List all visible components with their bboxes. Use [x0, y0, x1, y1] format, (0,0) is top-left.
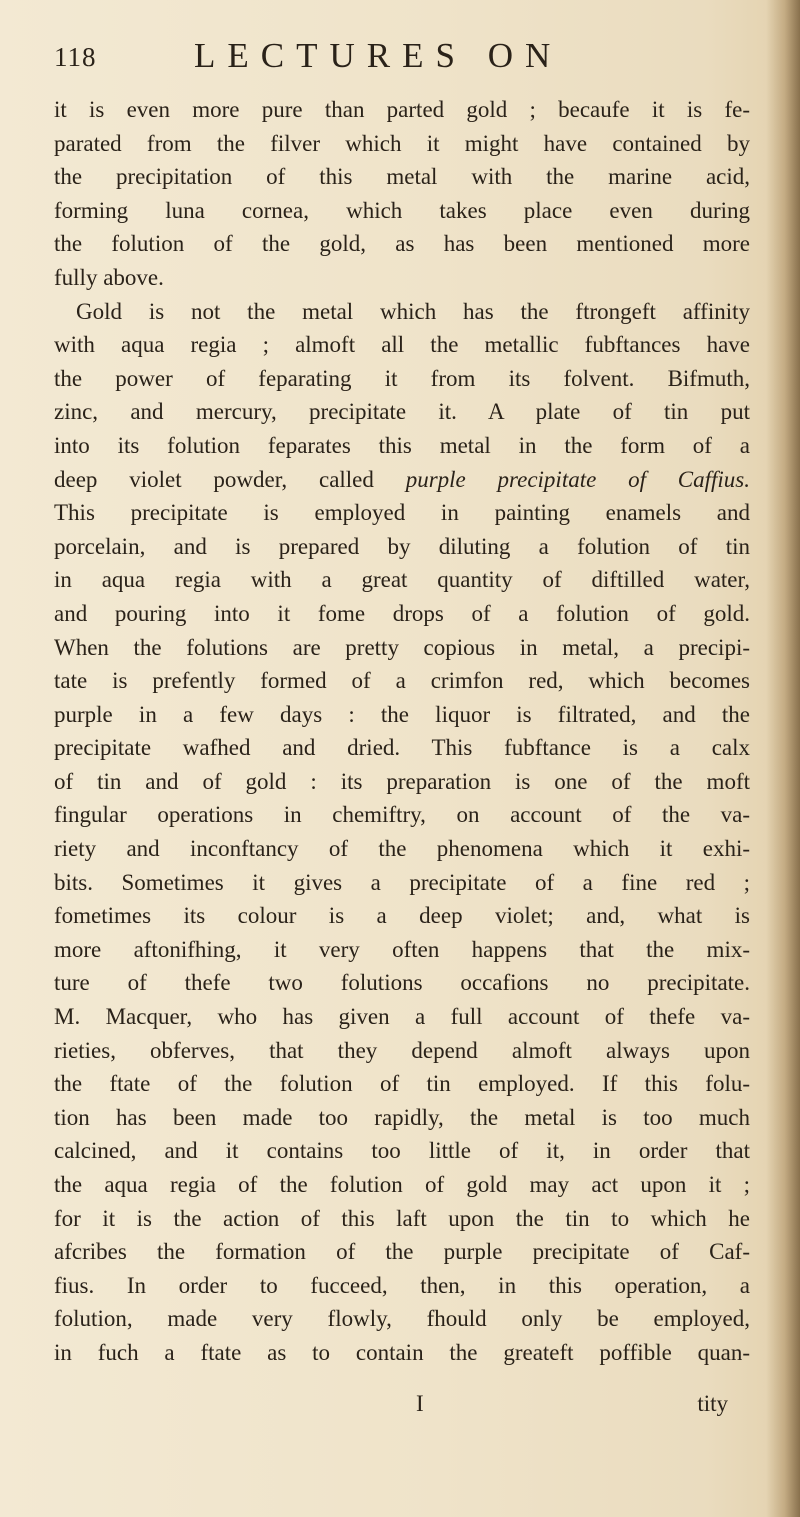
text-line: fully above. [54, 264, 164, 290]
text-line: riety and inconftancy of the phenomena which it exhi- [54, 836, 750, 862]
text-line: fius. In order to fucceed, then, in this operation, a [54, 1272, 750, 1298]
text-line-with-italic [54, 463, 750, 497]
text-line: the ftate of the folution of tin employed. If this folu- [54, 1071, 750, 1097]
text-line: more aftonifhing, it very often happens that the mix- [54, 936, 750, 962]
text-line: afcribes the formation of the purple precipitate of Caf- [54, 1239, 750, 1265]
text-line: the precipitation of this metal with the marine acid, [54, 164, 750, 190]
text-line: in aqua regia with a great quantity of diftilled water, [54, 567, 750, 593]
text-line: rieties, obferves, that they depend almoft always upon [54, 1037, 750, 1063]
text-line-start: deep violet powder, called [54, 466, 406, 492]
text-line: fometimes its colour is a deep violet; and, what is [54, 903, 750, 929]
text-line: fingular operations in chemiftry, on account of the va- [54, 802, 750, 828]
signature-mark: I [416, 1391, 424, 1416]
running-title: LECTURES ON [194, 36, 563, 75]
text-line: for it is the action of this laft upon the tin to which he [54, 1205, 750, 1231]
body-text [54, 93, 750, 1370]
text-line: folution, made very flowly, fhould only be employed, [54, 1306, 750, 1332]
text-line: This precipitate is employed in painting enamels and [54, 500, 750, 526]
text-line: the power of feparating it from its folvent. Bifmuth, [54, 365, 750, 391]
text-line: bits. Sometimes it gives a precipitate of a fine red ; [54, 869, 750, 895]
page-edge-shadow [766, 0, 800, 1517]
page-footer [54, 1391, 750, 1423]
text-line: porcelain, and is prepared by diluting a folution of tin [54, 533, 750, 559]
text-line: tion has been made too rapidly, the metal is too much [54, 1104, 750, 1130]
text-line: forming luna cornea, which takes place even during [54, 197, 750, 223]
text-line: and pouring into it fome drops of a folution of gold. [54, 600, 750, 626]
text-line: in fuch a ftate as to contain the greateft poffible quan- [54, 1339, 750, 1365]
text-line: into its folution feparates this metal in the form of a [54, 432, 750, 458]
text-line: the folution of the gold, as has been mentioned more [54, 231, 750, 257]
text-line: of tin and of gold : its preparation is one of the moft [54, 768, 750, 794]
text-line: ture of thefe two folutions occafions no precipitate. [54, 970, 750, 996]
text-line: parated from the filver which it might have contained by [54, 130, 750, 156]
text-line: M. Macquer, who has given a full account of thefe va- [54, 1004, 750, 1030]
italic-term: purple precipitate of Caffius. [405, 466, 750, 492]
text-line: the aqua regia of the folution of gold may act upon it ; [54, 1172, 750, 1197]
page-number: 118 [54, 42, 97, 72]
text-line: zinc, and mercury, precipitate it. A plate of tin put [54, 399, 750, 425]
text-line: When the folutions are pretty copious in metal, a precipi- [54, 634, 750, 660]
text-line: precipitate wafhed and dried. This fubftance is a calx [54, 735, 750, 761]
text-line: tate is prefently formed of a crimfon red, which becomes [54, 668, 750, 694]
text-line: Gold is not the metal which has the ftrongeft affinity [76, 298, 750, 324]
catchword: tity [697, 1391, 728, 1416]
text-line: calcined, and it contains too little of it, in order that [54, 1138, 750, 1164]
text-line: with aqua regia ; almoft all the metallic fubftances have [54, 332, 750, 358]
text-line: it is even more pure than parted gold ; becaufe it is fe- [54, 97, 750, 122]
running-head [54, 34, 744, 84]
text-line: purple in a few days : the liquor is filtrated, and the [54, 701, 750, 727]
